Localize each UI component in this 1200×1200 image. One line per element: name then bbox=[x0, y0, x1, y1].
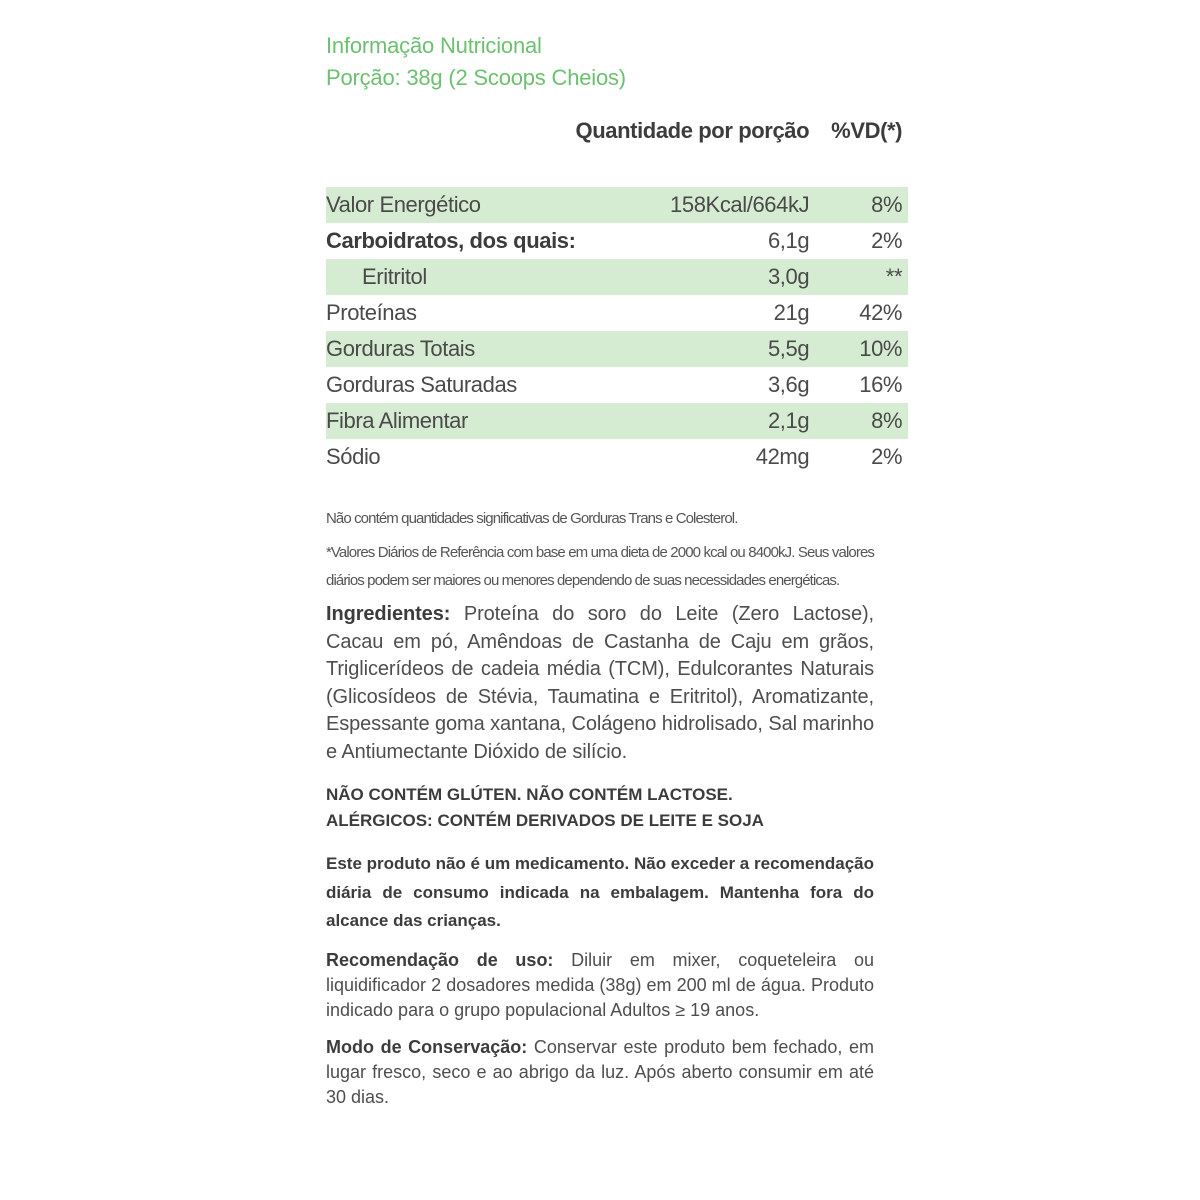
allergen-line-derivatives: ALÉRGICOS: CONTÉM DERIVADOS DE LEITE E SOJA bbox=[326, 811, 764, 830]
nutrient-name: Carboidratos, dos quais: bbox=[326, 228, 576, 253]
table-header-row bbox=[326, 111, 908, 151]
nutrient-value: 42mg bbox=[755, 444, 810, 469]
allergen-block bbox=[326, 782, 874, 834]
usage-label: Recomendação de uso: bbox=[326, 949, 554, 970]
nutrient-value: 5,5g bbox=[576, 331, 832, 367]
allergen-line-gluten-lactose: NÃO CONTÉM GLÚTEN. NÃO CONTÉM LACTOSE. bbox=[326, 785, 733, 804]
table-row bbox=[326, 367, 908, 403]
nutrient-name: Gorduras Saturadas bbox=[326, 372, 517, 397]
storage-label: Modo de Conservação: bbox=[326, 1036, 528, 1057]
storage-text: Conservar este produto bem fechado, em lugar fresco, seco e ao abrigo da luz. Após aberto consumir em até 30 dias. bbox=[326, 1036, 874, 1107]
nutrient-vd: 10% bbox=[831, 331, 908, 367]
nutrient-vd: 2% bbox=[871, 228, 903, 253]
table-row bbox=[326, 295, 908, 331]
table-row bbox=[326, 259, 908, 295]
nutrient-value: 21g bbox=[773, 300, 810, 325]
nutrient-value: 3,6g bbox=[767, 372, 810, 397]
nutrient-name: Eritritol bbox=[326, 259, 576, 295]
storage-paragraph bbox=[326, 1035, 874, 1110]
trans-fat-note: Não contém quantidades significativas de Gorduras Trans e Colesterol. bbox=[326, 510, 738, 527]
usage-text: Diluir em mixer, coqueteleira ou liquidificador 2 dosadores medida (38g) em 200 ml de água. Produto indicado para o grupo populacional Adultos ≥ 19 anos. bbox=[326, 949, 874, 1020]
nutrient-value: 2,1g bbox=[576, 403, 832, 439]
ingredients-text: Proteína do soro do Leite (Zero Lactose), Cacau em pó, Amêndoas de Castanha de Caju em grãos, Triglicerídeos de cadeia média (TCM), Edulcorantes Naturais (Glicosídeos de Stévia, Taumatina e Eritritol), Aromatizante, Espessante goma xantana, Colágeno hidrolisado, Sal marinho e Antiumectante Dióxido de silício. bbox=[326, 603, 874, 763]
nutrient-vd: 8% bbox=[831, 403, 908, 439]
nutrient-vd: 2% bbox=[871, 444, 903, 469]
nutrition-label bbox=[326, 30, 903, 1110]
portion-size: Porção: 38g (2 Scoops Cheios) bbox=[326, 65, 626, 90]
table-row bbox=[326, 223, 908, 259]
ingredients-paragraph bbox=[326, 601, 874, 766]
nutrient-vd: ** bbox=[831, 259, 908, 295]
nutrient-name: Fibra Alimentar bbox=[326, 403, 576, 439]
table-row bbox=[326, 403, 908, 439]
nutrient-name: Gorduras Totais bbox=[326, 331, 576, 367]
medical-warning: Este produto não é um medicamento. Não exceder a recomendação diária de consumo indicada na embalagem. Mantenha fora do alcance das crianças. bbox=[326, 854, 874, 930]
daily-value-note: *Valores Diários de Referência com base em uma dieta de 2000 kcal ou 8400kJ. Seus valores diários podem ser maiores ou menores dependendo de suas necessidades energéticas. bbox=[326, 544, 874, 589]
nutrient-value: 158Kcal/664kJ bbox=[576, 187, 832, 223]
nutrient-name: Sódio bbox=[326, 444, 381, 469]
nutrient-name: Proteínas bbox=[326, 300, 417, 325]
usage-paragraph bbox=[326, 948, 874, 1023]
nutrient-value: 3,0g bbox=[576, 259, 832, 295]
nutrient-name: Valor Energético bbox=[326, 187, 576, 223]
table-row bbox=[326, 331, 908, 367]
column-header-vd: %VD(*) bbox=[831, 118, 903, 143]
nutrient-value: 6,1g bbox=[767, 228, 810, 253]
nutrition-table bbox=[326, 111, 908, 475]
nutrient-vd: 16% bbox=[859, 372, 903, 397]
table-row bbox=[326, 439, 908, 475]
label-title: Informação Nutricional bbox=[326, 33, 542, 58]
table-row bbox=[326, 187, 908, 223]
column-header-quantity: Quantidade por porção bbox=[575, 118, 810, 143]
nutrient-vd: 42% bbox=[859, 300, 903, 325]
nutrient-vd: 8% bbox=[831, 187, 908, 223]
ingredients-label: Ingredientes: bbox=[326, 603, 451, 625]
